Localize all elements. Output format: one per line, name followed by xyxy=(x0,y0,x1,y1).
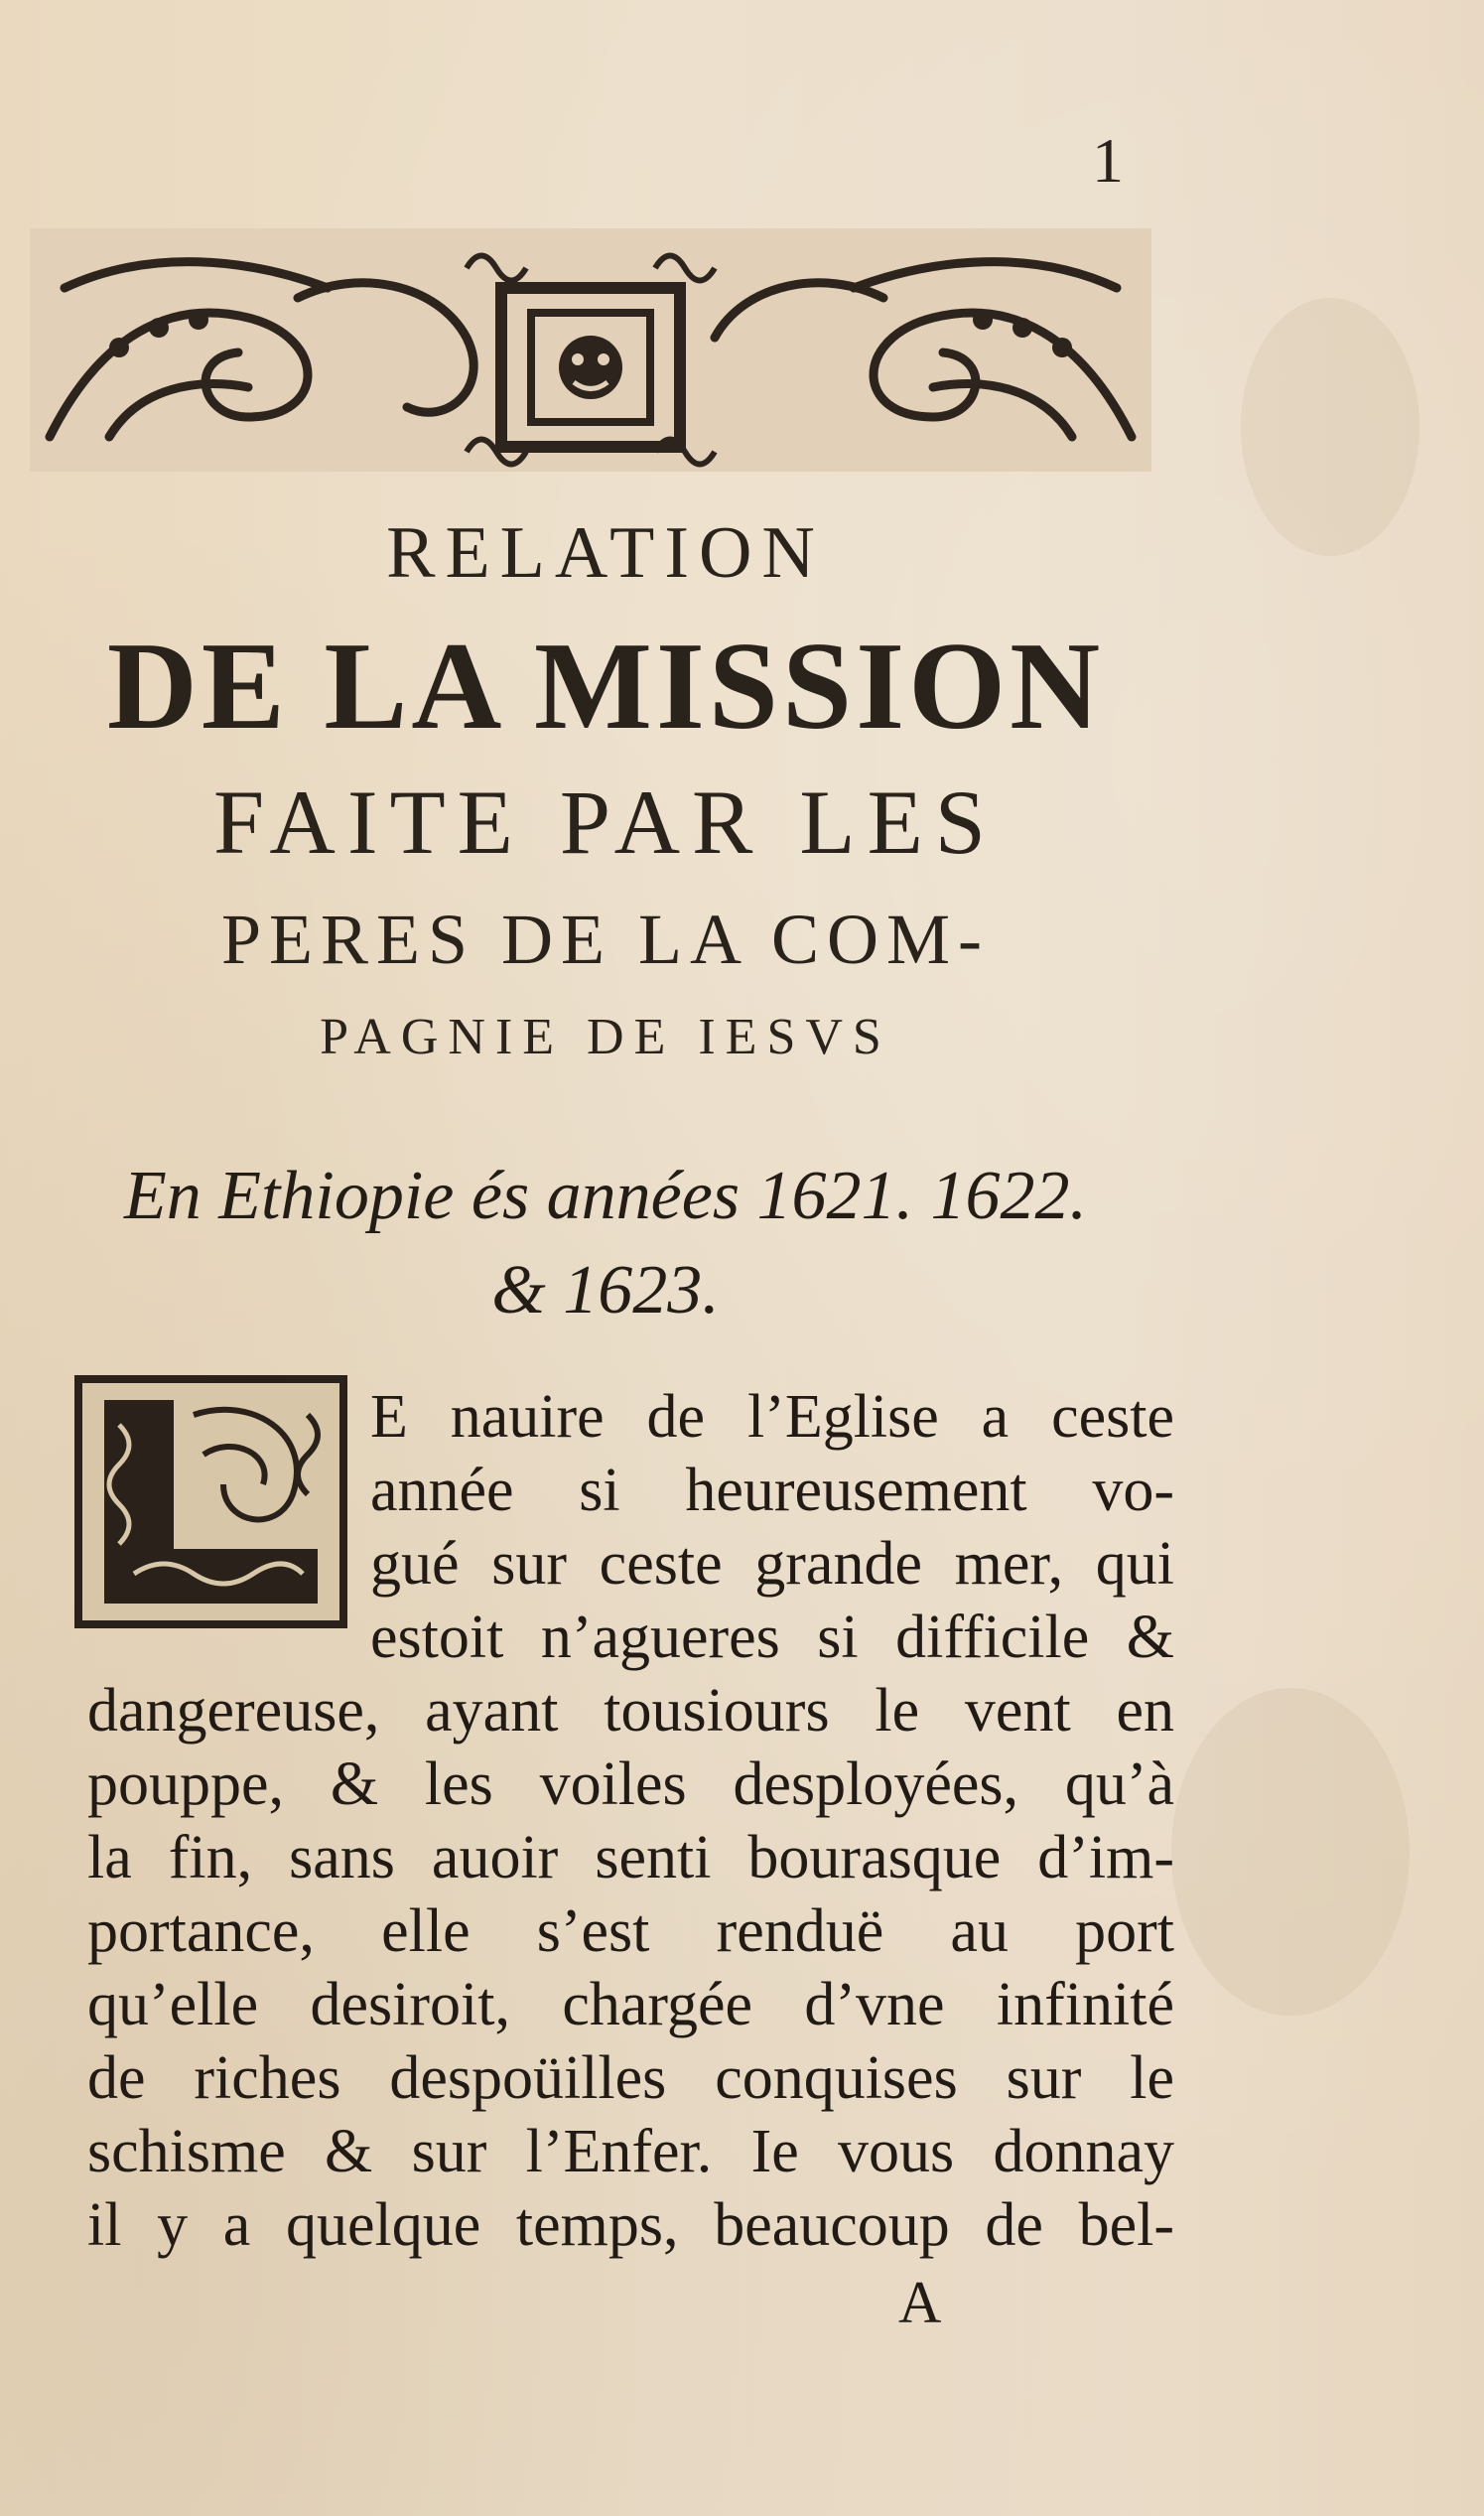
subtitle-line-2: & 1623. xyxy=(491,1252,720,1328)
body-line: E nauire de l’Eglise a ceste xyxy=(370,1383,1174,1451)
body-line: dangereuse, ayant tousiours le vent en xyxy=(87,1677,1174,1745)
subtitle-line-1: En Ethiopie és années 1621. 1622. xyxy=(123,1158,1088,1234)
title-line-5: PAGNIE DE IESVS xyxy=(320,1009,891,1065)
signature-mark: A xyxy=(898,2270,942,2335)
body-line: portance, elle s’est renduë au port xyxy=(87,1897,1174,1965)
body-line: gué sur ceste grande mer, qui xyxy=(370,1530,1174,1598)
title-line-4: PERES DE LA COM- xyxy=(220,900,991,979)
title-line-2: DE LA MISSION xyxy=(106,618,1105,756)
title-line-1: RELATION xyxy=(386,512,825,594)
body-line: schisme & sur l’Enfer. Ie vous donnay xyxy=(87,2118,1174,2185)
ornamental-headpiece-icon xyxy=(30,228,1151,472)
title-line-3: FAITE PAR LES xyxy=(213,771,998,873)
body-line: qu’elle desiroit, chargée d’vne infinité xyxy=(87,1971,1174,2038)
paper-stain xyxy=(1171,1688,1410,2016)
body-line: année si heureusement vo- xyxy=(370,1457,1174,1524)
body-line: pouppe, & les voiles desployées, qu’à xyxy=(87,1750,1174,1818)
decorated-initial-l-icon xyxy=(74,1375,347,1628)
body-line: la fin, sans auoir senti bourasque d’im- xyxy=(87,1824,1174,1891)
page-number: 1 xyxy=(1092,125,1124,196)
paper-stain xyxy=(1241,298,1419,556)
body-line: de riches despoüilles conquises sur le xyxy=(87,2044,1174,2112)
body-line: estoit n’agueres si difficile & xyxy=(370,1604,1174,1671)
body-line: il y a quelque temps, beaucoup de bel- xyxy=(87,2191,1174,2259)
